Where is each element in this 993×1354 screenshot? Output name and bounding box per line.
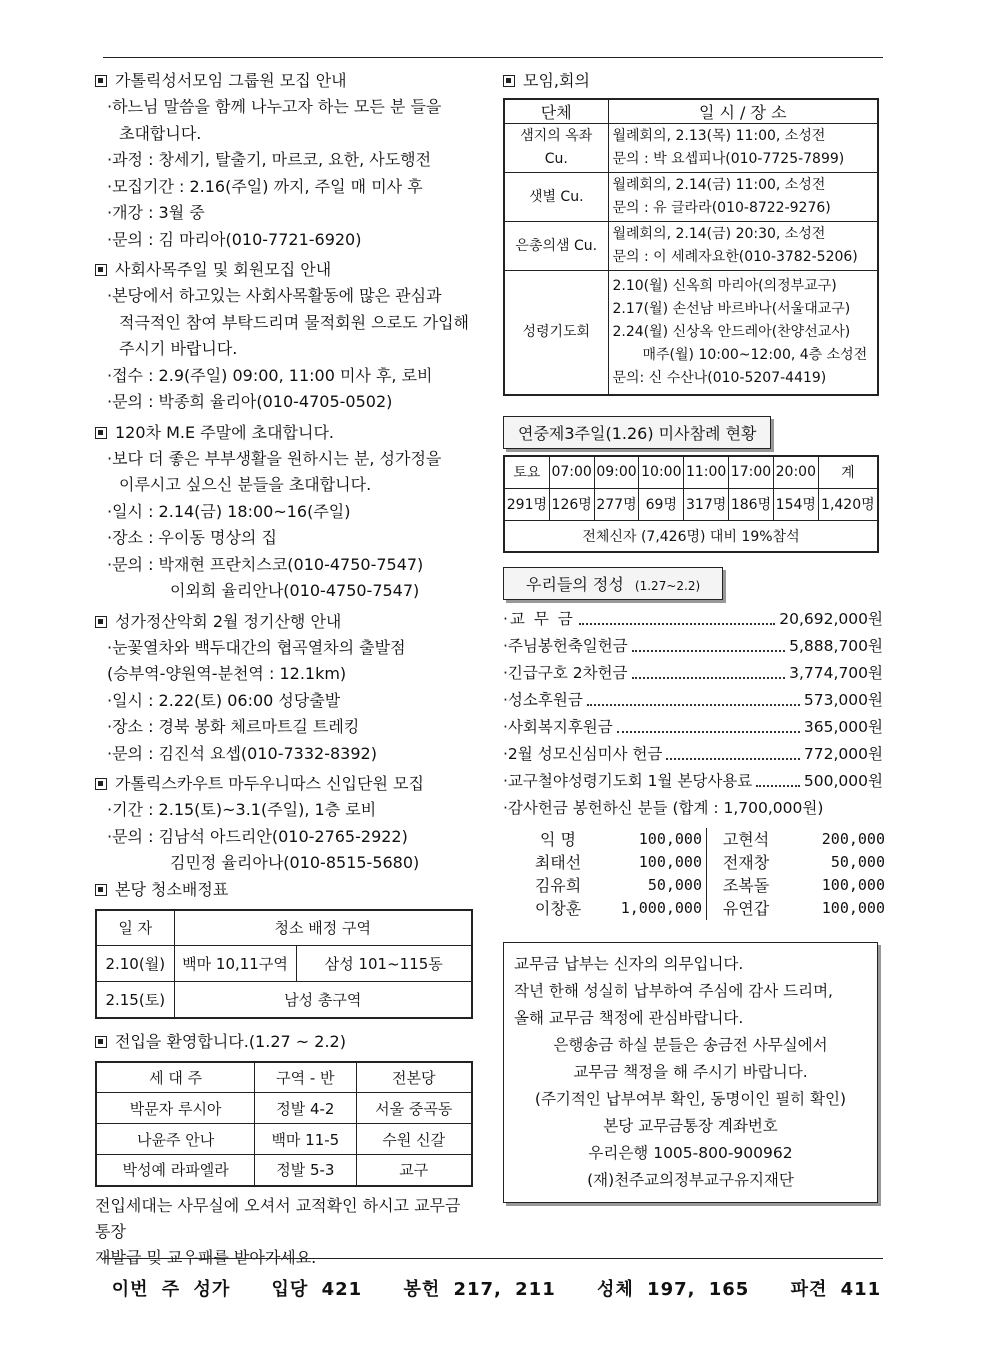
table-cell: 186명 bbox=[729, 488, 774, 520]
notice-line: 작년 한해 성실히 납부하여 주심에 감사 드리며, bbox=[514, 982, 833, 1000]
table-cell: 삼성 101~115동 bbox=[296, 946, 472, 982]
table-cell: 154명 bbox=[773, 488, 818, 520]
donor-name: 고현석 bbox=[722, 830, 770, 849]
text-line: ·접수 : 2.9(주일) 09:00, 11:00 미사 후, 로비 bbox=[107, 365, 433, 385]
table-header: 구역 - 반 bbox=[255, 1062, 356, 1093]
section-title: 성가정산악회 2월 정기산행 안내 bbox=[115, 611, 342, 631]
donor-amount: 50,000 bbox=[830, 853, 885, 871]
tithe-notice bbox=[503, 942, 878, 1203]
offerings-label bbox=[503, 567, 723, 600]
group-name: 은총의샘 Cu. bbox=[504, 222, 608, 271]
item-amount: 772,000원 bbox=[803, 745, 883, 763]
group-name: 샘지의 옥좌 Cu. bbox=[504, 124, 608, 173]
donor-amount: 100,000 bbox=[821, 876, 885, 894]
offerings-list bbox=[503, 606, 883, 822]
table-header: 일 시 / 장 소 bbox=[608, 99, 878, 124]
table-cell: 1,420명 bbox=[818, 488, 878, 520]
hymn-offertory: 봉헌 217, 211 bbox=[403, 1279, 556, 1300]
attendance-summary: 전체신자 (7,426명) 대비 19%참석 bbox=[504, 520, 878, 552]
table-header: 11:00 bbox=[684, 456, 729, 488]
table-header: 일 자 bbox=[96, 910, 174, 946]
notice-line: (재)천주교의정부교구유지재단 bbox=[587, 1171, 794, 1189]
section-title: 가톨릭스카우트 마두우니따스 신입단원 모집 bbox=[115, 774, 424, 793]
table-cell: 수원 신갈 bbox=[356, 1124, 472, 1155]
donor-name: 익 명 bbox=[540, 830, 576, 849]
item-amount: 573,000원 bbox=[803, 691, 883, 709]
section-title: 사회사목주일 및 회원모집 안내 bbox=[115, 260, 332, 279]
table-row bbox=[504, 520, 878, 552]
meeting-contact: 문의 : 유 글라라(010-8722-9276) bbox=[612, 200, 831, 216]
group-name: 샛별 Cu. bbox=[504, 173, 608, 222]
donor-amount: 200,000 bbox=[821, 830, 885, 848]
scout-section bbox=[95, 771, 480, 877]
donor-amount: 100,000 bbox=[638, 853, 702, 871]
list-item bbox=[503, 741, 883, 768]
table-header: 10:00 bbox=[639, 456, 684, 488]
hymn-label: 이번 주 성가 bbox=[111, 1279, 231, 1300]
table-header: 전본당 bbox=[356, 1062, 472, 1093]
text-line: 초대합니다. bbox=[119, 123, 202, 143]
hymn-dismissal: 파견 411 bbox=[790, 1279, 882, 1300]
bank-account: 우리은행 1005-800-900962 bbox=[588, 1144, 793, 1162]
text-line: 이외희 율리안나(010-4750-7547) bbox=[170, 581, 420, 600]
note-line: 재발급 및 교우패를 받아가세요. bbox=[95, 1247, 317, 1267]
item-name: ·사회복지후원금 bbox=[503, 718, 613, 736]
table-cell: 박성예 라파엘라 bbox=[96, 1155, 255, 1186]
meeting-detail: 월례회의, 2.14(금) 11:00, 소성전 bbox=[612, 177, 826, 193]
notice-line: 교무금 책정을 해 주시기 바랍니다. bbox=[573, 1063, 808, 1081]
meeting-detail: 월례회의, 2.13(목) 11:00, 소성전 bbox=[612, 128, 826, 144]
donor-name: 유연갑 bbox=[722, 899, 770, 918]
left-column bbox=[95, 68, 480, 1271]
top-rule bbox=[103, 57, 883, 58]
offerings-title: 우리들의 정성 bbox=[526, 575, 624, 594]
meeting-contact: 문의 : 이 세례자요한(010-3782-5206) bbox=[612, 249, 858, 265]
donor-amount: 50,000 bbox=[647, 876, 702, 894]
table-row bbox=[504, 222, 878, 271]
square-bullet-icon bbox=[95, 427, 107, 439]
table-header: 07:00 bbox=[549, 456, 594, 488]
text-line: ·일시 : 2.14(금) 18:00~16(주일) bbox=[107, 501, 351, 521]
table-header: 20:00 bbox=[773, 456, 818, 488]
text-line: ·기간 : 2.15(토)~3.1(주일), 1층 로비 bbox=[107, 800, 377, 819]
table-row bbox=[504, 488, 878, 520]
text-line: ·문의 : 김 마리아(010-7721-6920) bbox=[107, 229, 362, 249]
move-in-section bbox=[95, 1029, 480, 1271]
offerings-section bbox=[503, 567, 883, 1203]
text-line: ·모집기간 : 2.16(주일) 까지, 주일 매 미사 후 bbox=[107, 176, 423, 196]
item-name: ·긴급구호 2차헌금 bbox=[503, 664, 628, 682]
right-column bbox=[503, 68, 883, 1203]
hymn-entrance: 입당 421 bbox=[271, 1279, 363, 1300]
item-name: ·2월 성모신심미사 헌금 bbox=[503, 745, 663, 763]
list-item bbox=[503, 606, 883, 633]
thanks-line: ·감사헌금 봉헌하신 분들 (합계 : 1,700,000원) bbox=[503, 799, 824, 817]
table-header: 청소 배정 구역 bbox=[174, 910, 472, 946]
item-amount: 20,692,000원 bbox=[779, 610, 883, 628]
note-line: 전입세대는 사무실에 오셔서 교적확인 하시고 교무금 통장 bbox=[95, 1195, 461, 1241]
list-item bbox=[503, 714, 883, 741]
donor-name: 전재창 bbox=[722, 853, 770, 872]
table-row bbox=[96, 982, 472, 1018]
list-item bbox=[503, 768, 883, 795]
notice-line: 교무금 납부는 신자의 의무입니다. bbox=[514, 955, 744, 973]
me-section bbox=[95, 420, 480, 605]
table-row bbox=[96, 1093, 472, 1124]
text-line: ·개강 : 3월 중 bbox=[107, 203, 205, 222]
donor-amount: 100,000 bbox=[821, 899, 885, 917]
item-name: ·주님봉헌축일헌금 bbox=[503, 637, 628, 655]
meetings-table bbox=[503, 98, 879, 396]
table-cell: 서울 중곡동 bbox=[356, 1093, 472, 1124]
attendance-label: 연중제3주일(1.26) 미사참례 현황 bbox=[503, 416, 771, 449]
prayer-line: 2.17(월) 손선남 바르바나(서울대교구) bbox=[612, 301, 851, 317]
item-amount: 500,000원 bbox=[803, 772, 883, 790]
section-title: 가톨릭성서모임 그룹원 모집 안내 bbox=[115, 71, 347, 90]
table-cell: 백마 11-5 bbox=[255, 1124, 356, 1155]
table-cell: 69명 bbox=[639, 488, 684, 520]
table-cell: 126명 bbox=[549, 488, 594, 520]
prayer-line: 2.24(월) 신상옥 안드레아(찬양선교사) bbox=[612, 324, 851, 340]
text-line: ·일시 : 2.22(토) 06:00 성당출발 bbox=[107, 690, 341, 710]
hymn-communion: 성체 197, 165 bbox=[597, 1279, 750, 1300]
item-amount: 5,888,700원 bbox=[789, 637, 883, 655]
item-name: ·성소후원금 bbox=[503, 691, 583, 709]
move-in-table bbox=[95, 1061, 473, 1187]
table-cell: 교구 bbox=[356, 1155, 472, 1186]
item-amount: 3,774,700원 bbox=[789, 664, 883, 682]
table-cell: 백마 10,11구역 bbox=[174, 946, 296, 982]
section-title: 모임,회의 bbox=[523, 71, 590, 90]
prayer-line: 매주(월) 10:00~12:00, 4층 소성전 bbox=[642, 347, 868, 363]
text-line: ·과정 : 창세기, 탈출기, 마르코, 요한, 사도행전 bbox=[107, 150, 432, 169]
section-title: 본당 청소배정표 bbox=[115, 879, 229, 899]
square-bullet-icon bbox=[95, 616, 107, 628]
meetings-section bbox=[503, 68, 883, 396]
text-line: 적극적인 참여 부탁드리며 물적회원 으로도 가입해 bbox=[119, 312, 470, 332]
social-section bbox=[95, 257, 480, 416]
prayer-line: 2.10(월) 신옥희 마리아(의정부교구) bbox=[612, 278, 837, 294]
notice-line: (주기적인 납부여부 확인, 동명이인 필히 확인) bbox=[534, 1090, 847, 1108]
notice-line: 본당 교무금통장 계좌번호 bbox=[603, 1117, 778, 1135]
text-line: ·문의 : 김남석 아드리안(010-2765-2922) bbox=[107, 826, 408, 846]
text-line: ·눈꽃열차와 백두대간의 협곡열차의 출발점 bbox=[107, 637, 406, 657]
bottom-rule bbox=[103, 1258, 883, 1259]
text-line: ·하느님 말씀을 함께 나누고자 하는 모든 분 들을 bbox=[107, 97, 442, 116]
table-cell: 291명 bbox=[504, 488, 549, 520]
table-cell: 2.10(월) bbox=[96, 946, 174, 982]
square-bullet-icon bbox=[95, 778, 107, 790]
table-row bbox=[504, 124, 878, 173]
donor-name: 최태선 bbox=[534, 853, 582, 872]
table-cell: 2.15(토) bbox=[96, 982, 174, 1018]
list-item bbox=[503, 660, 883, 687]
table-row bbox=[96, 1124, 472, 1155]
square-bullet-icon bbox=[95, 75, 107, 87]
table-cell: 박문자 루시아 bbox=[96, 1093, 255, 1124]
item-name: ·교구철야성령기도회 1월 본당사용료 bbox=[503, 772, 753, 790]
notice-line: 은행송금 하실 분들은 송금전 사무실에서 bbox=[553, 1036, 828, 1054]
table-row bbox=[504, 173, 878, 222]
attendance-table bbox=[503, 455, 879, 553]
donor-list bbox=[523, 828, 883, 920]
table-cell: 정발 4-2 bbox=[255, 1093, 356, 1124]
donor-name: 조복돌 bbox=[722, 876, 770, 895]
text-line: 주시기 바랍니다. bbox=[119, 339, 238, 358]
notice-line: 올해 교무금 책정에 관심바랍니다. bbox=[514, 1009, 744, 1027]
square-bullet-icon bbox=[95, 264, 107, 276]
section-title: 120차 M.E 주말에 초대합니다. bbox=[115, 422, 334, 442]
square-bullet-icon bbox=[95, 1036, 107, 1048]
donor-name: 김유희 bbox=[534, 876, 582, 895]
text-line: ·문의 : 박종희 율리아(010-4705-0502) bbox=[107, 392, 393, 411]
list-item bbox=[503, 633, 883, 660]
table-cell: 317명 bbox=[684, 488, 729, 520]
text-line: (승부역-양원역-분천역 : 12.1km) bbox=[107, 664, 347, 683]
table-header: 단체 bbox=[504, 99, 608, 124]
section-title: 전입을 환영합니다.(1.27 ~ 2.2) bbox=[115, 1031, 346, 1051]
cleaning-table bbox=[95, 909, 473, 1019]
list-item bbox=[503, 687, 883, 714]
text-line: ·문의 : 김진석 요셉(010-7332-8392) bbox=[107, 743, 377, 763]
donor-amount: 1,000,000 bbox=[620, 899, 702, 917]
text-line: 김민정 율리아나(010-8515-5680) bbox=[170, 853, 420, 872]
meeting-detail: 월례회의, 2.14(금) 20:30, 소성전 bbox=[612, 226, 826, 242]
table-row bbox=[504, 271, 878, 396]
text-line: 이루시고 싶으신 분들을 초대합니다. bbox=[119, 475, 372, 494]
text-line: ·보다 더 좋은 부부생활을 원하시는 분, 성가정을 bbox=[107, 448, 442, 468]
table-cell: 나윤주 안나 bbox=[96, 1124, 255, 1155]
table-header: 토요 bbox=[504, 456, 549, 488]
item-amount: 365,000원 bbox=[803, 718, 883, 736]
table-header: 세 대 주 bbox=[96, 1062, 255, 1093]
meeting-contact: 문의 : 박 요셉피나(010-7725-7899) bbox=[612, 151, 845, 167]
hymn-footer bbox=[0, 1275, 993, 1301]
attendance-section bbox=[503, 416, 883, 553]
group-name: 성령기도회 bbox=[504, 271, 608, 396]
table-cell: 남성 총구역 bbox=[174, 982, 472, 1018]
prayer-contact: 문의: 신 수산나(010-5207-4419) bbox=[612, 370, 827, 386]
donor-name: 이창훈 bbox=[534, 899, 582, 918]
table-row bbox=[96, 946, 472, 982]
bible-group-section bbox=[95, 68, 480, 253]
table-header: 계 bbox=[818, 456, 878, 488]
text-line: ·본당에서 하고있는 사회사목활동에 많은 관심과 bbox=[107, 286, 442, 305]
text-line: ·장소 : 우이동 명상의 집 bbox=[107, 528, 277, 547]
text-line: ·장소 : 경북 봉화 체르마트길 트레킹 bbox=[107, 717, 360, 736]
donor-divider bbox=[706, 828, 885, 920]
square-bullet-icon bbox=[503, 75, 515, 87]
table-row bbox=[96, 1155, 472, 1186]
text-line: ·문의 : 박재현 프란치스코(010-4750-7547) bbox=[107, 554, 424, 574]
offerings-period: (1.27~2.2) bbox=[634, 579, 701, 593]
cleaning-section bbox=[95, 877, 480, 1019]
donor-amount: 100,000 bbox=[638, 830, 702, 848]
table-header: 17:00 bbox=[729, 456, 774, 488]
square-bullet-icon bbox=[95, 884, 107, 896]
table-cell: 277명 bbox=[594, 488, 639, 520]
table-cell: 정발 5-3 bbox=[255, 1155, 356, 1186]
item-name: ·교 무 금 bbox=[503, 610, 575, 628]
table-header: 09:00 bbox=[594, 456, 639, 488]
hiking-section bbox=[95, 609, 480, 768]
